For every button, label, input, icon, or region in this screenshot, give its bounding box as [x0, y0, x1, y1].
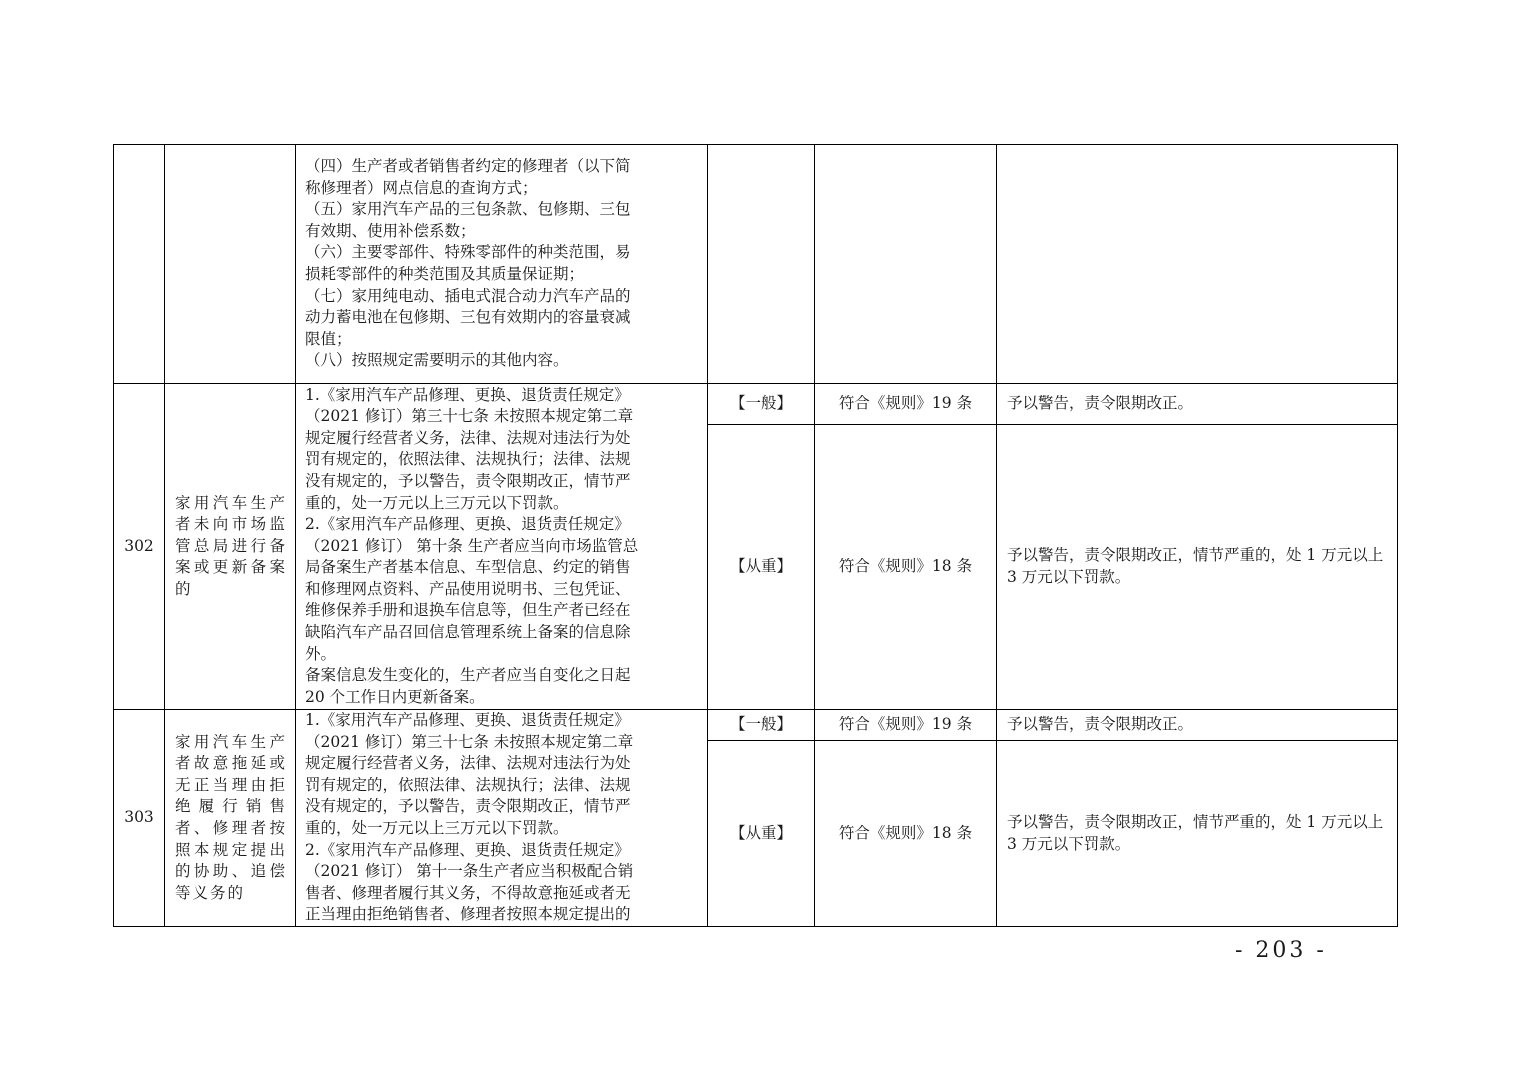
- basis-line: 损耗零部件的种类范围及其质量保证期；: [305, 265, 585, 283]
- basis-line: （七）家用纯电动、插电式混合动力汽车产品的: [305, 286, 631, 305]
- standard-cell: [997, 145, 1398, 384]
- number-cell: 303: [114, 710, 165, 927]
- table-row: [114, 145, 1398, 384]
- basis-line: （2021 修订）第三十七条 未按照本规定第二章: [305, 407, 634, 426]
- legal-basis-cell: [296, 384, 708, 710]
- basis-line: 没有规定的，予以警告，责令限期改正，情节严: [305, 797, 631, 816]
- basis-line: （2021 修订）第三十七条 未按照本规定第二章: [305, 732, 634, 751]
- basis-line: 称修理者）网点信息的查询方式；: [305, 178, 538, 197]
- page-number: - 203 -: [1235, 938, 1327, 963]
- basis-line: 动力蓄电池在包修期、三包有效期内的容量衰减: [305, 308, 631, 327]
- basis-line: 和修理网点资料、产品使用说明书、三包凭证、: [305, 579, 631, 598]
- basis-line: （四）生产者或者销售者约定的修理者（以下简: [305, 157, 631, 176]
- basis-line: （六）主要零部件、特殊零部件的种类范围，易: [305, 243, 631, 262]
- condition-cell: 符合《规则》18 条: [815, 741, 997, 927]
- condition-cell: 符合《规则》18 条: [815, 425, 997, 710]
- basis-line: 2.《家用汽车产品修理、更换、退货责任规定》: [305, 840, 630, 859]
- level-cell: [708, 145, 815, 384]
- basis-line: 外。: [305, 644, 337, 663]
- penalty-table: [113, 144, 1398, 927]
- basis-line: （2021 修订） 第十一条生产者应当积极配合销: [305, 862, 634, 881]
- table-row: [114, 710, 1398, 741]
- basis-line: 罚有规定的，依照法律、法规执行；法律、法规: [305, 775, 631, 794]
- basis-line: 局备案生产者基本信息、车型信息、约定的销售: [305, 558, 631, 577]
- basis-line: （2021 修订） 第十条 生产者应当向市场监管总: [305, 536, 639, 555]
- basis-line: 1.《家用汽车产品修理、更换、退货责任规定》: [305, 385, 630, 404]
- basis-line: 重的，处一万元以上三万元以下罚款。: [305, 819, 569, 837]
- condition-cell: 符合《规则》19 条: [815, 384, 997, 425]
- basis-line: 正当理由拒绝销售者、修理者按照本规定提出的: [305, 905, 631, 924]
- standard-cell: 予以警告，责令限期改正，情节严重的，处 1 万元以上 3 万元以下罚款。: [997, 425, 1398, 710]
- condition-cell: [815, 145, 997, 384]
- level-cell: 【从重】: [708, 741, 815, 927]
- basis-line: 售者、修理者履行其义务，不得故意拖延或者无: [305, 883, 631, 902]
- basis-line: 有效期、使用补偿系数；: [305, 221, 476, 240]
- level-cell: 【从重】: [708, 425, 815, 710]
- basis-line: 规定履行经营者义务，法律、法规对违法行为处: [305, 754, 631, 773]
- legal-basis-cell: [296, 710, 708, 927]
- legal-basis-cell: [296, 145, 708, 384]
- basis-line: 罚有规定的，依照法律、法规执行；法律、法规: [305, 450, 631, 469]
- basis-line: 备案信息发生变化的，生产者应当自变化之日起: [305, 666, 631, 685]
- basis-line: 维修保养手册和退换车信息等，但生产者已经在: [305, 601, 631, 620]
- description-cell: 家用汽车生产者故意拖延或无正当理由拒绝履行销售者、修理者按照本规定提出的协助、追偿等义务的: [165, 710, 296, 927]
- number-cell: 302: [114, 384, 165, 710]
- basis-line: 规定履行经营者义务，法律、法规对违法行为处: [305, 428, 631, 447]
- basis-line: 没有规定的，予以警告，责令限期改正，情节严: [305, 471, 631, 490]
- standard-cell: 予以警告，责令限期改正。: [997, 384, 1398, 425]
- basis-line: 缺陷汽车产品召回信息管理系统上备案的信息除: [305, 623, 631, 642]
- standard-cell: 予以警告，责令限期改正，情节严重的，处 1 万元以上 3 万元以下罚款。: [997, 741, 1398, 927]
- level-cell: 【一般】: [708, 384, 815, 425]
- basis-line: 1.《家用汽车产品修理、更换、退货责任规定》: [305, 711, 630, 730]
- description-cell: 家用汽车生产者未向市场监管总局进行备案或更新备案的: [165, 384, 296, 710]
- basis-line: 重的，处一万元以上三万元以下罚款。: [305, 493, 569, 512]
- level-cell: 【一般】: [708, 710, 815, 741]
- standard-cell: 予以警告，责令限期改正。: [997, 710, 1398, 741]
- basis-line: （五）家用汽车产品的三包条款、包修期、三包: [305, 200, 631, 219]
- number-cell: [114, 145, 165, 384]
- basis-line: 20 个工作日内更新备案。: [305, 687, 485, 706]
- basis-line: （八）按照规定需要明示的其他内容。: [305, 351, 569, 370]
- basis-line: 限值；: [305, 329, 352, 348]
- description-cell: [165, 145, 296, 384]
- basis-line: 2.《家用汽车产品修理、更换、退货责任规定》: [305, 515, 630, 534]
- table-row: [114, 384, 1398, 425]
- condition-cell: 符合《规则》19 条: [815, 710, 997, 741]
